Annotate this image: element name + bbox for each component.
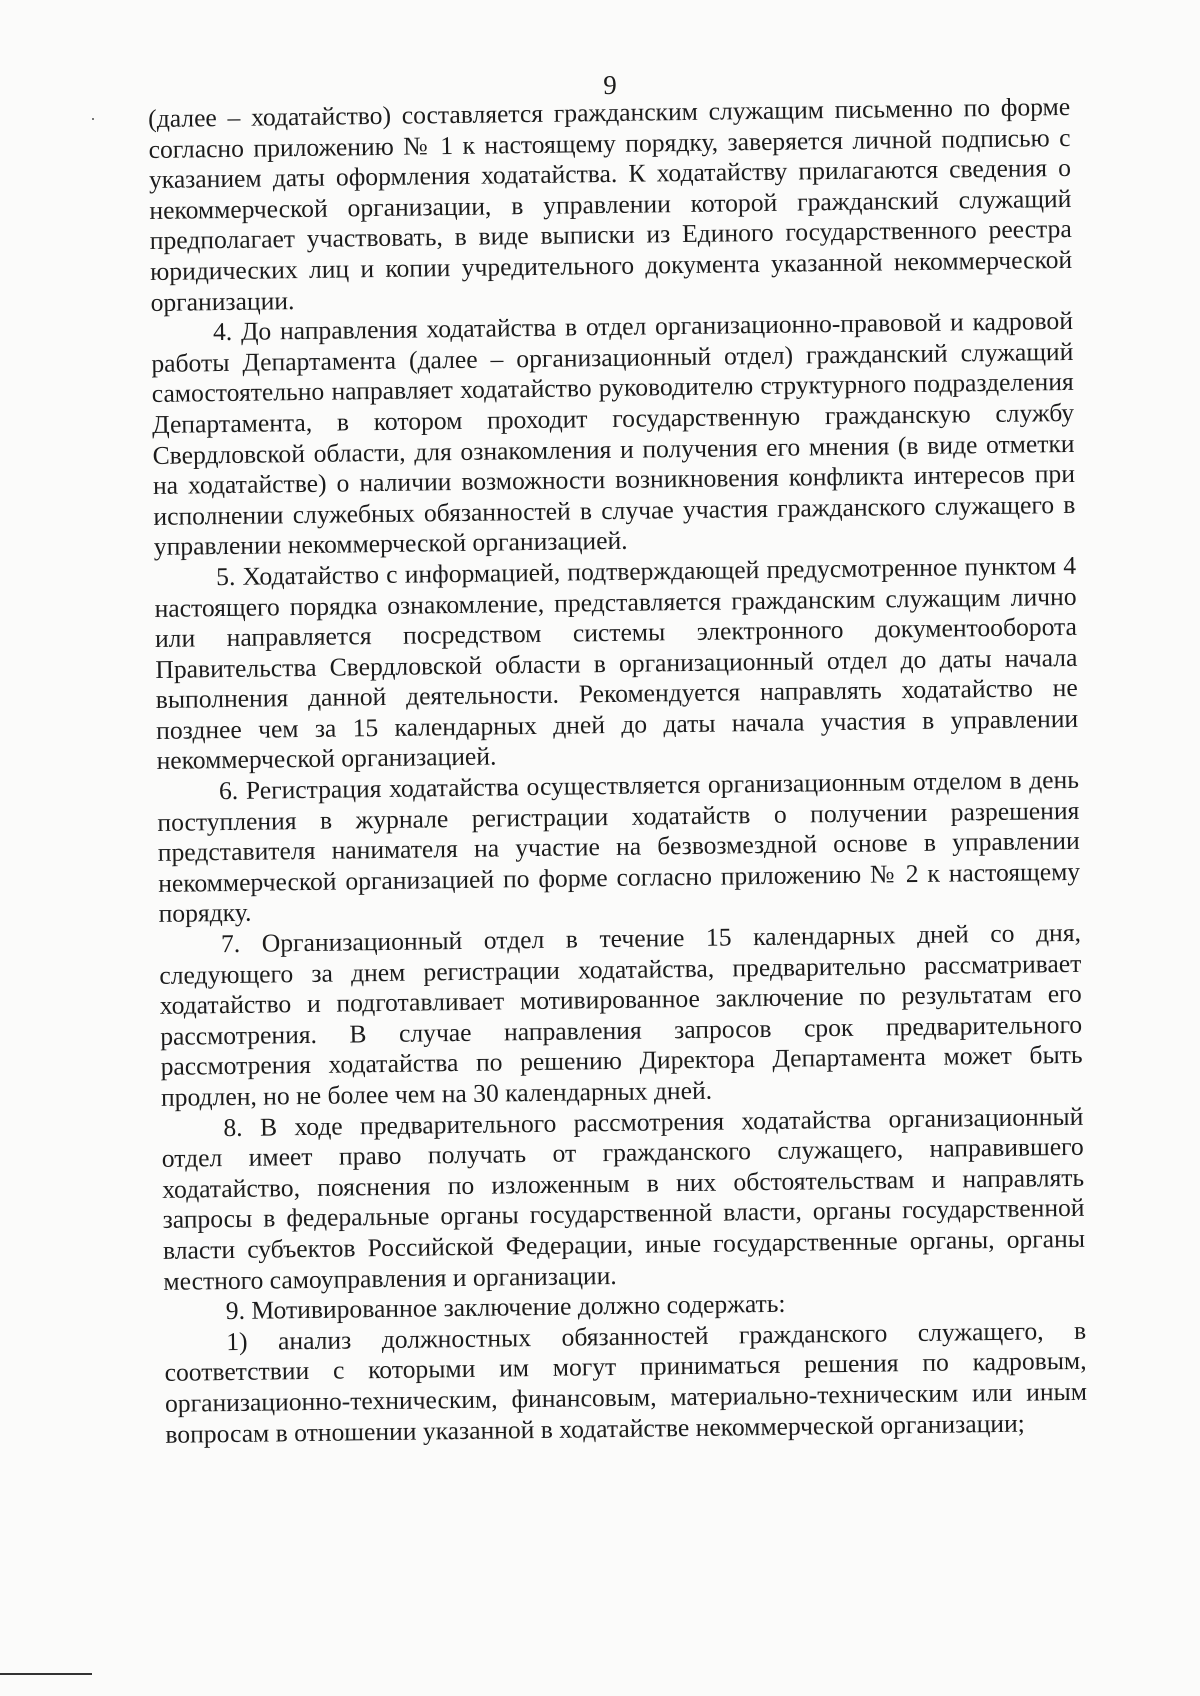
page-number: 9 bbox=[603, 70, 617, 100]
document-body bbox=[148, 92, 1088, 1450]
paragraph-item-9: 9. Мотивированное заключение должно содержать: bbox=[225, 1288, 786, 1326]
scan-artifact-dot bbox=[92, 118, 94, 120]
paragraph-item-8: 8. В ходе предварительного рассмотрения ходатайства организационный отдел имеет право получать от гражданского служащего, направившего ходатайство, пояснения по изложенным в них обстоятельствам и направлять запросы в федеральные органы государственной власти, органы государственной власти субъектов Российской Федерации, иные государственные органы, органы местного самоуправления и организации. bbox=[161, 1101, 1086, 1296]
paragraph-item-4: 4. До направления ходатайства в отдел организационно-правовой и кадровой работы Департамента (далее – организационный отдел) гражданский служащий самостоятельно направляет ходатайство руководителю структурного подразделения Департамента, в котором проходит государственную гражданскую службу Свердловской области, для ознакомления и получения его мнения (в виде отметки на ходатайстве) о наличии возможности возникновения конфликта интересов при исполнении служебных обязанностей в случае участия гражданского служащего в управлении некоммерческой организацией. bbox=[151, 306, 1076, 562]
paragraph-item-5: 5. Ходатайство с информацией, подтверждающей предусмотренное пунктом 4 настоящего порядка ознакомление, представляется гражданским служащим лично или направляется посредством системы электронного документооборота Правительства Свердловской области в организационный отдел до даты начала выполнения данной деятельности. Рекомендуется направлять ходатайство не позднее чем за 15 календарных дней до даты начала участия в управлении некоммерческой организацией. bbox=[154, 550, 1079, 776]
paragraph-item-7: 7. Организационный отдел в течение 15 календарных дней со дня, следующего за днем регистрации ходатайства, предварительно рассматривает ходатайство и подготавливает мотивированное заключение по результатам его рассмотрения. В случае направления запросов срок предварительного рассмотрения ходатайства по решению Директора Департамента может быть продлен, но не более чем на 30 календарных дней. bbox=[159, 917, 1083, 1112]
paragraph-continuation: (далее – ходатайство) составляется гражданским служащим письменно по форме согласно приложению № 1 к настоящему порядку, заверяется личной подписью с указанием даты оформления ходатайства. К ходатайству прилагаются сведения о некоммерческой организации, в управлении которой гражданский служащий предполагает участвовать, в виде выписки из Единого государственного реестра юридических лиц и копии учредительного документа указанной некоммерческой организации. bbox=[148, 91, 1073, 317]
paragraph-subitem-1: 1) анализ должностных обязанностей гражданского служащего, в соответствии с которыми им могут приниматься решения по кадровым, организационно-техническим, финансовым, материально-техническим или иным вопросам в отношении указанной в ходатайстве некоммерческой организации; bbox=[164, 1315, 1088, 1449]
paragraph-item-6: 6. Регистрация ходатайства осуществляется организационным отделом в день поступления в журнале регистрации ходатайств о получении разрешения представителя нанимателя на участие на безвозмездной основе в управлении некоммерческой организацией по форме согласно приложению № 2 к настоящему порядку. bbox=[157, 764, 1081, 929]
scan-artifact-line bbox=[0, 1673, 92, 1675]
